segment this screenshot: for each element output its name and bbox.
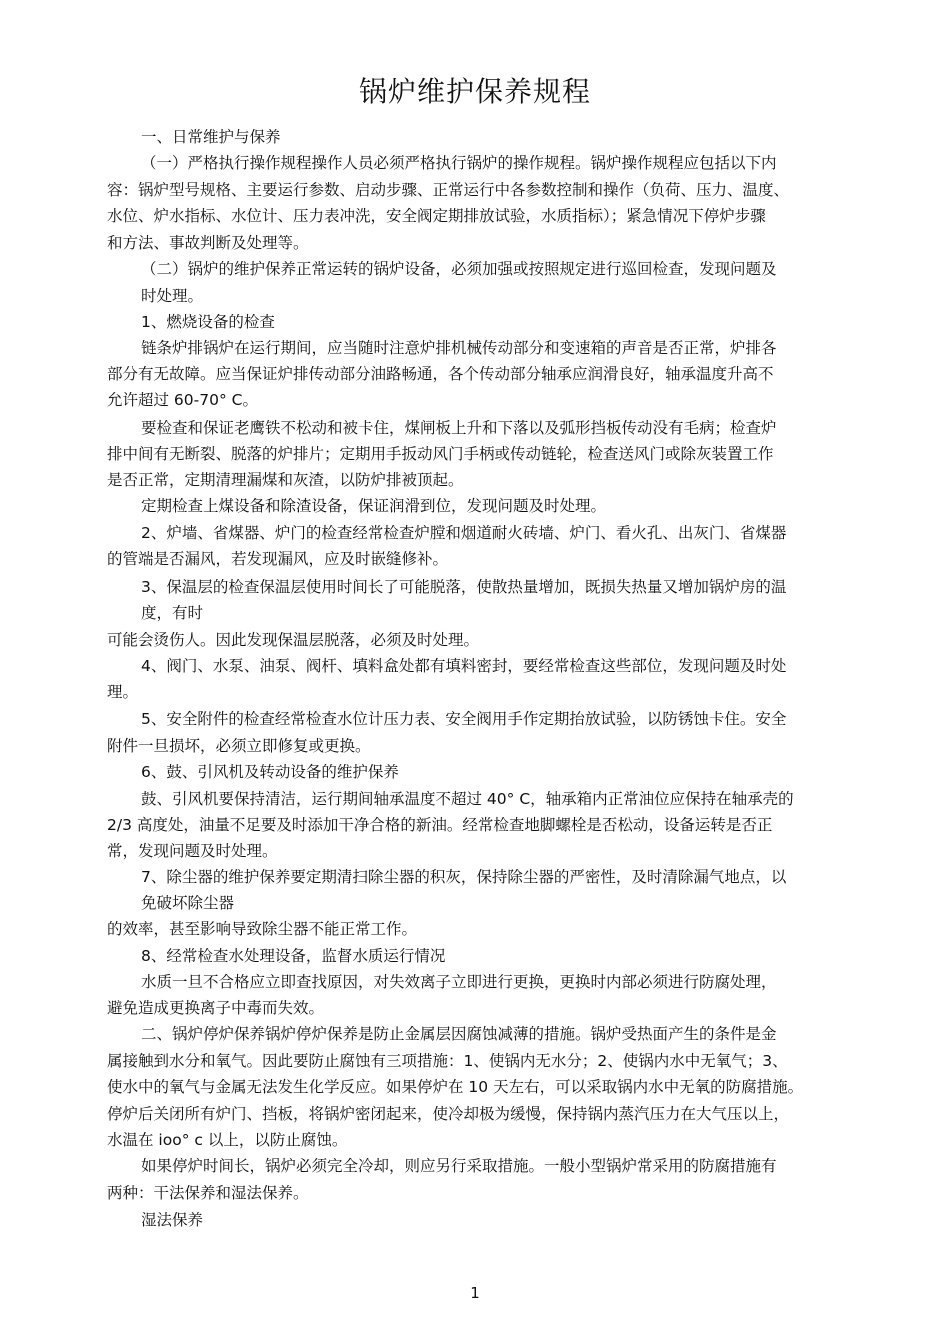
paragraph-line: 4、阀门、水泵、油泵、阀杆、填料盒处都有填料密封，要经常检查这些部位，发现问题及时处 — [141, 657, 787, 675]
paragraph-line: 2/3 高度处，油量不足要及时添加干净合格的新油。经常检查地脚螺栓是否松动，设备运转是否正 — [107, 816, 773, 834]
section-heading: 二、锅炉停炉保养锅炉停炉保养是防止金属层因腐蚀减薄的措施。锅炉受热面产生的条件是金 — [141, 1025, 777, 1043]
paragraph-line: 免破坏除尘器 — [141, 894, 235, 912]
paragraph-line: 要检查和保证老鹰铁不松动和被卡住，煤闸板上升和下落以及弧形挡板传动没有毛病；检查炉 — [141, 419, 777, 437]
paragraph-line: 停炉后关闭所有炉门、挡板，将锅炉密闭起来，使冷却极为缓慢，保持锅内蒸汽压力在大气压以上， — [107, 1105, 790, 1123]
paragraph-line: 定期检查上煤设备和除渣设备，保证润滑到位，发现问题及时处理。 — [141, 497, 607, 515]
paragraph-line: 常，发现问题及时处理。 — [107, 842, 278, 860]
paragraph-line: 容：锅炉型号规格、主要运行参数、启动步骤、正常运行中各参数控制和操作（负荷、压力、温度、 — [107, 181, 790, 199]
paragraph-line: 排中间有无断裂、脱落的炉排片；定期用手扳动风门手柄或传动链轮，检查送风门或除灰装置工作 — [107, 445, 774, 463]
paragraph-line: 允许超过 60-70° C。 — [107, 391, 258, 409]
paragraph-line: 2、炉墙、省煤器、炉门的检查经常检查炉膛和烟道耐火砖墙、炉门、看火孔、出灰门、省煤器 — [141, 524, 787, 542]
paragraph-line: 7、除尘器的维护保养要定期清扫除尘器的积灰，保持除尘器的严密性，及时清除漏气地点，以 — [141, 868, 787, 886]
paragraph-line: 使水中的氧气与金属无法发生化学反应。如果停炉在 10 天左右，可以采取锅内水中无氧的防腐措施。 — [107, 1078, 804, 1096]
paragraph-line: 3、保温层的检查保温层使用时间长了可能脱落，使散热量增加，既损失热量又增加锅炉房的温 — [141, 578, 787, 596]
paragraph-line: 链条炉排锅炉在运行期间，应当随时注意炉排机械传动部分和变速箱的声音是否正常，炉排各 — [141, 339, 777, 357]
paragraph-line: 时处理。 — [141, 287, 204, 305]
paragraph-line: 理。 — [107, 683, 139, 701]
paragraph-line: 度，有时 — [141, 604, 204, 622]
paragraph-line: 附件一旦损坏，必须立即修复或更换。 — [107, 737, 371, 755]
paragraph-line: 属接触到水分和氧气。因此要防止腐蚀有三项措施：1、使锅内无水分；2、使锅内水中无氧气；3、 — [107, 1052, 788, 1070]
subsection-heading: 湿法保养 — [141, 1211, 204, 1229]
paragraph-line: 如果停炉时间长，锅炉必须完全冷却，则应另行采取措施。一般小型锅炉常采用的防腐措施有 — [141, 1157, 777, 1175]
paragraph-line: 水质一旦不合格应立即查找原因，对失效离子立即进行更换，更换时内部必须进行防腐处理， — [141, 973, 777, 991]
paragraph-line: （一）严格执行操作规程操作人员必须严格执行锅炉的操作规程。锅炉操作规程应包括以下内 — [141, 154, 777, 172]
paragraph-line: 水位、炉水指标、水位计、压力表冲洗，安全阀定期排放试验，水质指标）；紧急情况下停炉步骤 — [107, 207, 766, 225]
paragraph-line: 水温在 ioo° c 以上，以防止腐蚀。 — [107, 1131, 348, 1149]
paragraph-line: 避免造成更换离子中毒而失效。 — [107, 999, 325, 1017]
page-number: 1 — [470, 1284, 480, 1302]
subsection-heading: 1、燃烧设备的检查 — [141, 313, 275, 331]
paragraph-line: 是否正常，定期清理漏煤和灰渣，以防炉排被顶起。 — [107, 471, 464, 489]
paragraph-line: 部分有无故障。应当保证炉排传动部分油路畅通，各个传动部分轴承应润滑良好，轴承温度升高不 — [107, 365, 774, 383]
subsection-heading: 6、鼓、引风机及转动设备的维护保养 — [141, 763, 399, 781]
document-title: 锅炉维护保养规程 — [358, 75, 591, 108]
paragraph-line: 的效率，甚至影响导致除尘器不能正常工作。 — [107, 920, 418, 938]
paragraph-line: 两种：干法保养和湿法保养。 — [107, 1184, 309, 1202]
section-heading: 一、日常维护与保养 — [141, 128, 281, 146]
paragraph-line: 鼓、引风机要保持清洁，运行期间轴承温度不超过 40° C，轴承箱内正常油位应保持在轴承壳的 — [141, 790, 794, 808]
paragraph-line: 5、安全附件的检查经常检查水位计压力表、安全阀用手作定期抬放试验，以防锈蚀卡住。安全 — [141, 710, 787, 728]
paragraph-line: （二）锅炉的维护保养正常运转的锅炉设备，必须加强或按照规定进行巡回检查，发现问题及 — [141, 260, 777, 278]
paragraph-line: 和方法、事故判断及处理等。 — [107, 234, 309, 252]
paragraph-line: 的管端是否漏风，若发现漏风，应及时嵌缝修补。 — [107, 550, 449, 568]
paragraph-line: 可能会烫伤人。因此发现保温层脱落，必须及时处理。 — [107, 631, 480, 649]
subsection-heading: 8、经常检查水处理设备，监督水质运行情况 — [141, 947, 446, 965]
